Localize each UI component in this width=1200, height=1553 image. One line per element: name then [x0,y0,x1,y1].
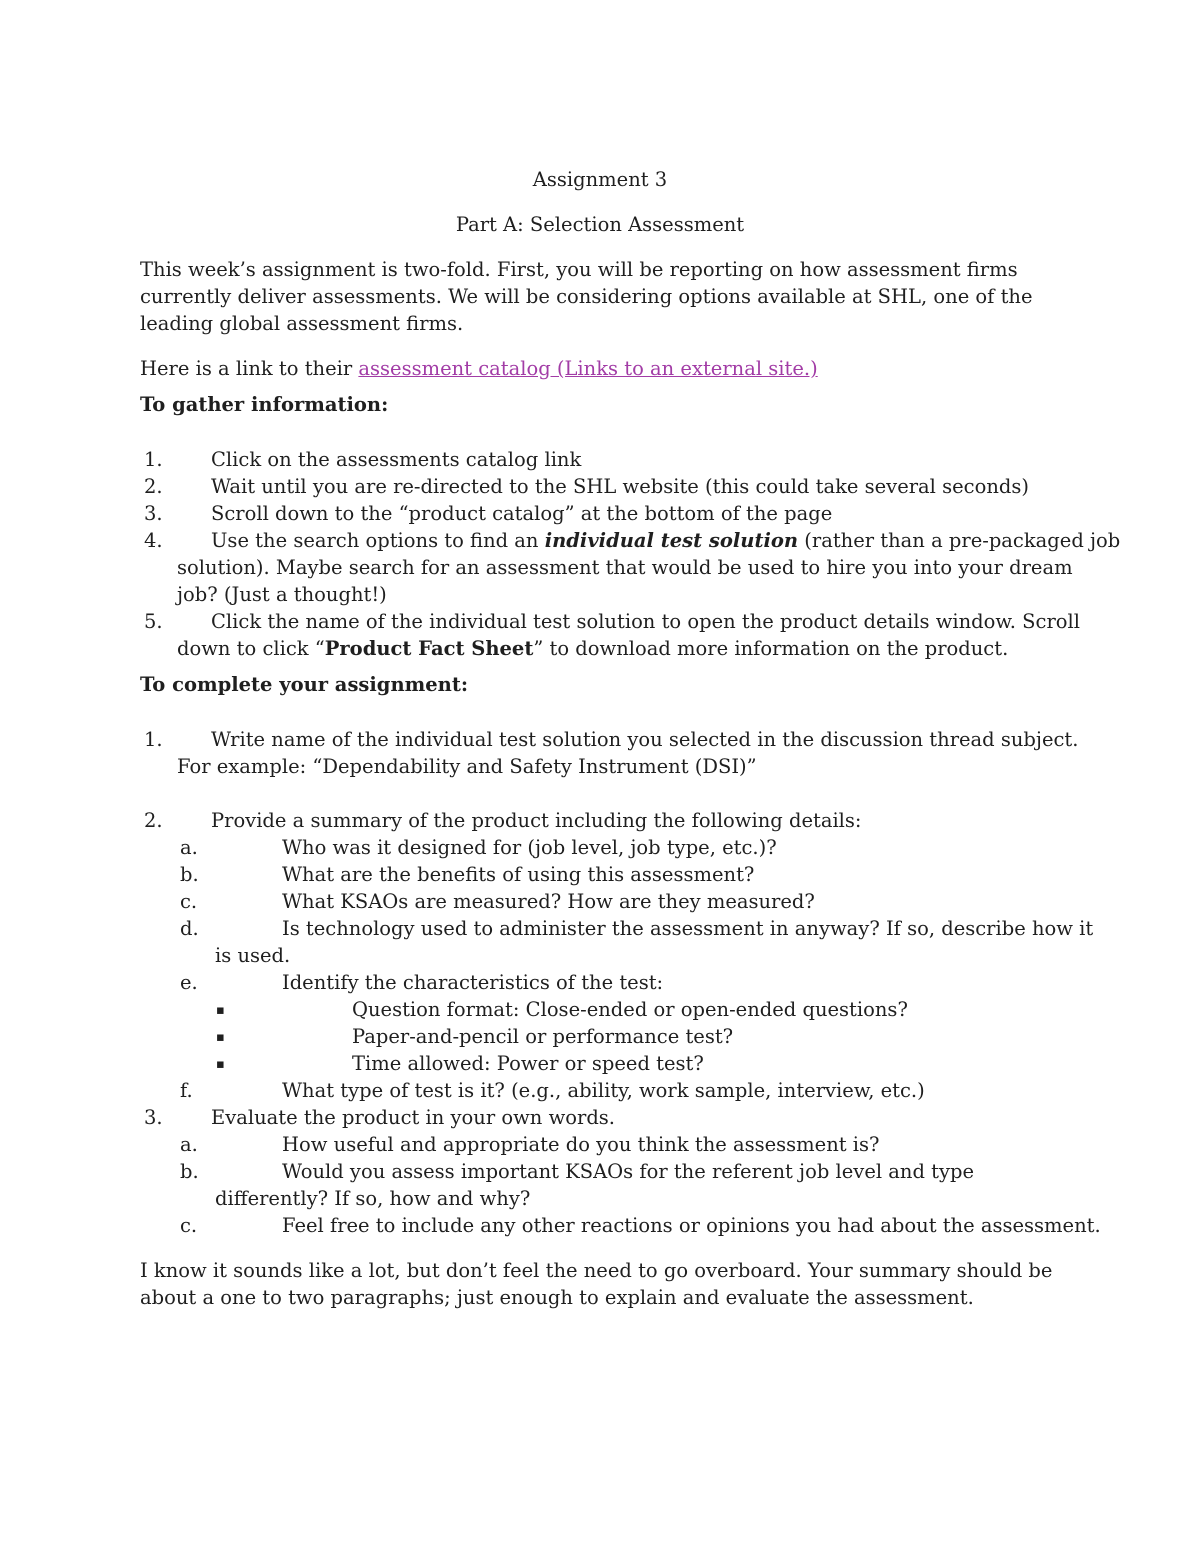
complete-item-1-number: 1. [144,728,163,751]
square-bullet-icon: ▪ [216,1003,225,1018]
gather-item-3-number: 3. [144,502,163,525]
item-2-sub-d-letter: d. [180,917,199,940]
gather-item-2-text: Wait until you are re-directed to the SHL website (this could take several seconds) [211,475,1029,498]
bullet-item-1-text: Question format: Close-ended or open-ended questions? [352,998,908,1021]
product-fact-sheet-label: Product Fact Sheet [324,637,534,660]
gather-heading: To gather information: [140,393,389,416]
gather-item-4-text [211,527,1120,554]
link-prefix: Here is a link to their [140,357,359,380]
gather-item-5-text: Click the name of the individual test solution to open the product details window. Scroll [211,610,1080,633]
item-3-sub-c-text: Feel free to include any other reactions or opinions you had about the assessment. [282,1214,1101,1237]
item-2-sub-a-text: Who was it designed for (job level, job type, etc.)? [282,836,777,859]
closing-line-2: about a one to two paragraphs; just enough to explain and evaluate the assessment. [140,1286,974,1309]
complete-item-1-continuation: For example: “Dependability and Safety Instrument (DSI)” [177,755,757,778]
item-2-sub-a-letter: a. [180,836,198,859]
gather-item-4-continuation-1: solution). Maybe search for an assessment that would be used to hire you into your dream [177,556,1073,579]
item-2-sub-b-letter: b. [180,863,199,886]
document-title: Assignment 3 [532,168,668,191]
item-3-sub-b-text: Would you assess important KSAOs for the referent job level and type [282,1160,975,1183]
bullet-item-3-text: Time allowed: Power or speed test? [352,1052,704,1075]
intro-line-2: currently deliver assessments. We will be considering options available at SHL, one of the [140,285,1033,308]
complete-heading: To complete your assignment: [140,673,469,696]
complete-item-1-text: Write name of the individual test solution you selected in the discussion thread subject. [211,728,1079,751]
item-3-sub-b-letter: b. [180,1160,199,1183]
gather-item-4-emphasis: individual test solution [544,529,799,552]
item-2-sub-f-letter: f. [180,1079,193,1102]
bullet-item-2-text: Paper-and-pencil or performance test? [352,1025,734,1048]
complete-item-3-text: Evaluate the product in your own words. [211,1106,616,1129]
gather-item-4-number: 4. [144,529,163,552]
assessment-catalog-link[interactable]: assessment catalog (Links to an external site.) [358,357,818,380]
item-2-sub-b-text: What are the benefits of using this assessment? [282,863,755,886]
intro-line-1: This week’s assignment is two-fold. First, you will be reporting on how assessment firms [140,258,1018,281]
item-2-sub-f-text: What type of test is it? (e.g., ability, work sample, interview, etc.) [282,1079,925,1102]
gather-item-5-cont-post: ” to download more information on the product. [533,637,1009,660]
item-3-sub-b-continuation: differently? If so, how and why? [215,1187,531,1210]
item-3-sub-c-letter: c. [180,1214,198,1237]
gather-item-3-text: Scroll down to the “product catalog” at the bottom of the page [211,502,833,525]
item-2-sub-d-continuation: is used. [215,944,291,967]
complete-item-2-number: 2. [144,809,163,832]
gather-item-4-continuation-2: job? (Just a thought!) [177,583,387,606]
complete-item-2-text: Provide a summary of the product including the following details: [211,809,862,832]
gather-item-5-number: 5. [144,610,163,633]
item-2-sub-e-letter: e. [180,971,198,994]
gather-item-2-number: 2. [144,475,163,498]
intro-line-3: leading global assessment firms. [140,312,464,335]
gather-item-5-continuation [177,635,1008,662]
item-2-sub-d-text: Is technology used to administer the assessment in anyway? If so, describe how it [282,917,1094,940]
complete-item-3-number: 3. [144,1106,163,1129]
square-bullet-icon: ▪ [216,1057,225,1072]
gather-item-4-pre: Use the search options to find an [211,529,545,552]
closing-line-1: I know it sounds like a lot, but don’t feel the need to go overboard. Your summary should be [140,1259,1053,1282]
square-bullet-icon: ▪ [216,1030,225,1045]
gather-item-1-number: 1. [144,448,163,471]
document-subtitle: Part A: Selection Assessment [455,213,745,236]
gather-item-1-text: Click on the assessments catalog link [211,448,582,471]
gather-item-4-post: (rather than a pre-packaged job [798,529,1121,552]
item-3-sub-a-letter: a. [180,1133,198,1156]
item-2-sub-c-text: What KSAOs are measured? How are they measured? [282,890,815,913]
item-2-sub-c-letter: c. [180,890,198,913]
link-sentence [140,355,818,382]
item-2-sub-e-text: Identify the characteristics of the test: [282,971,664,994]
gather-item-5-cont-pre: down to click “ [177,637,325,660]
item-3-sub-a-text: How useful and appropriate do you think the assessment is? [282,1133,880,1156]
